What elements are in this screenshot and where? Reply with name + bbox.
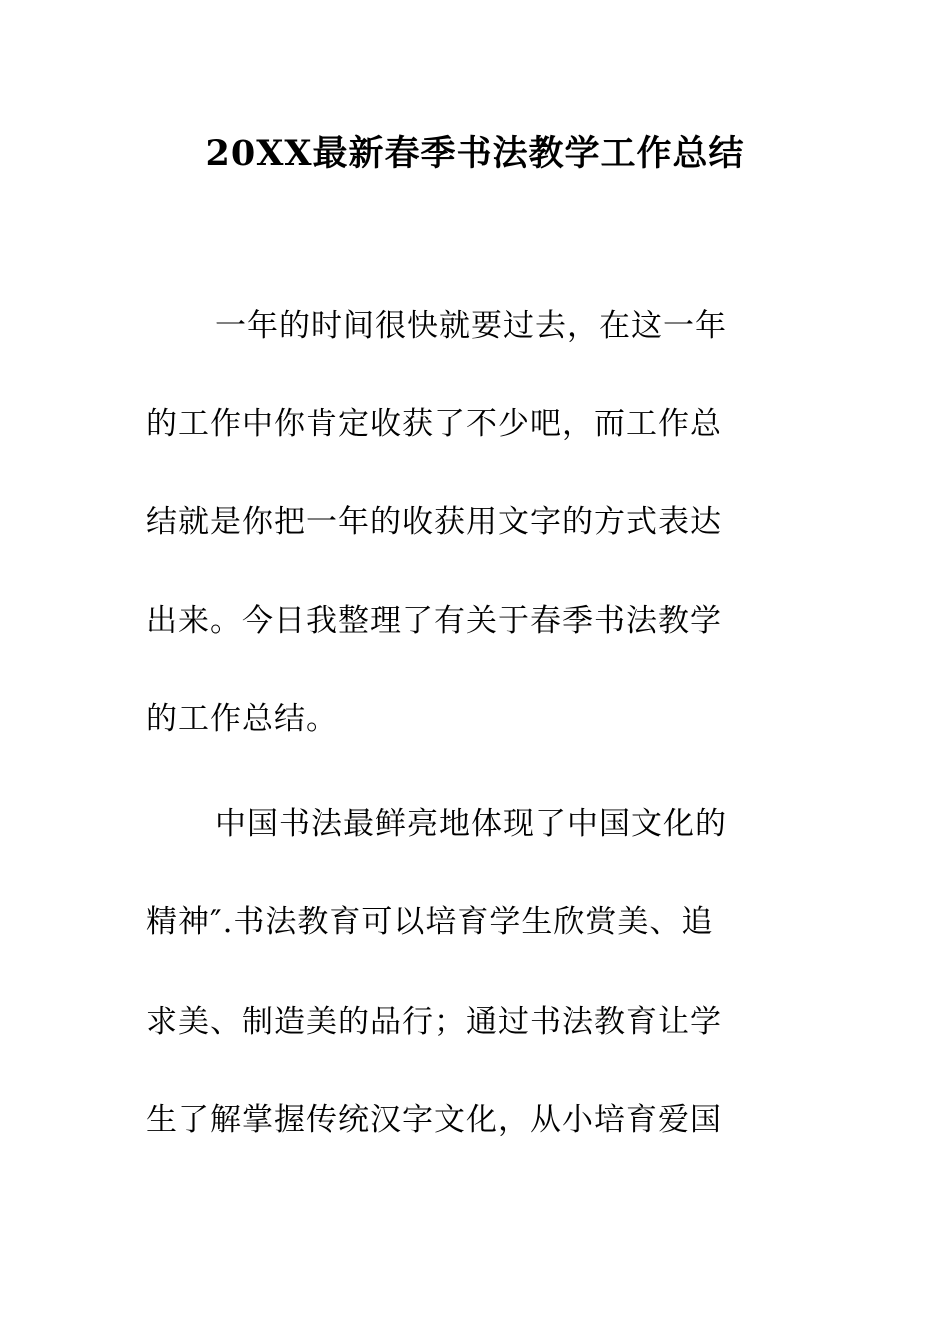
paragraph-1-line-1: 一年的时间很快就要过去，在这一年 xyxy=(215,308,727,344)
paragraph-1-line-5: 的工作总结。 xyxy=(146,701,338,737)
paragraph-1-line-4: 出来。今日我整理了有关于春季书法教学 xyxy=(146,603,722,639)
paragraph-2-line-1: 中国书法最鲜亮地体现了中国文化的 xyxy=(215,806,727,842)
paragraph-1-line-3: 结就是你把一年的收获用文字的方式表达 xyxy=(146,504,722,540)
document-title: 20XX最新春季书法教学工作总结 xyxy=(205,133,745,174)
paragraph-1-line-2: 的工作中你肯定收获了不少吧，而工作总 xyxy=(146,406,722,442)
paragraph-2-line-3: 求美、制造美的品行；通过书法教育让学 xyxy=(146,1004,722,1040)
paragraph-2-line-2: 精神″.书法教育可以培育学生欣赏美、追 xyxy=(146,904,714,940)
paragraph-2-line-4: 生了解掌握传统汉字文化，从小培育爱国 xyxy=(146,1102,722,1138)
